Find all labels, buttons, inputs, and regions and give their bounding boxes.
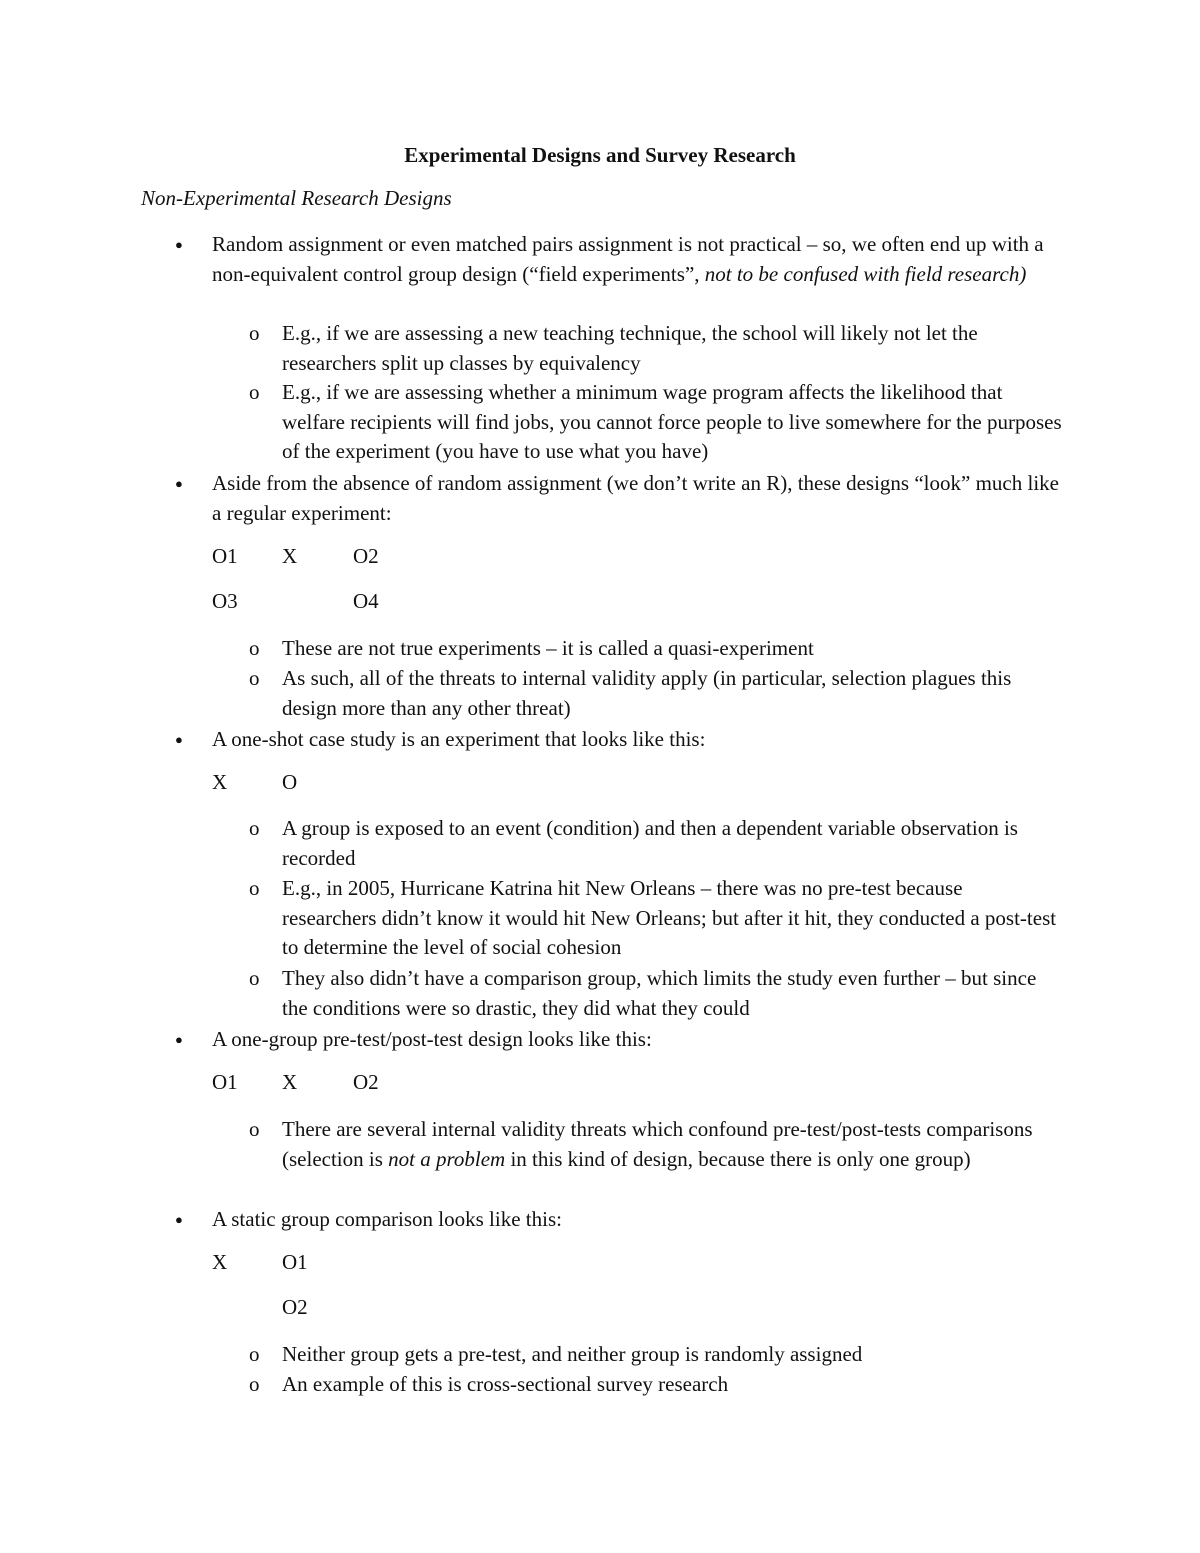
sub-list-item: o E.g., in 2005, Hurricane Katrina hit New Orleans – there was no pre-test because researchers didn’t know it would hit New Orleans; but after it hit, they conducted a post-test to determine the level of social cohesion	[282, 874, 1062, 963]
design-notation: X	[212, 770, 228, 794]
sub-list-item: o As such, all of the threats to internal validity apply (in particular, selection plagues this design more than any other threat)	[282, 664, 1062, 723]
sub-list-item: o E.g., if we are assessing a new teaching technique, the school will likely not let the researchers split up classes by equivalency	[282, 319, 1062, 378]
design-notation: O1	[212, 544, 238, 568]
list-item: ● A one-shot case study is an experiment that looks like this:	[212, 725, 1062, 755]
sub-list-item: o E.g., if we are assessing whether a minimum wage program affects the likelihood that welfare recipients will find jobs, you cannot force people to live somewhere for the purposes of the experiment (you have to use what you have)	[282, 378, 1062, 467]
design-notation: X	[212, 1250, 228, 1274]
section-heading: Non-Experimental Research Designs	[141, 186, 452, 210]
design-notation: O	[282, 770, 298, 794]
design-notation: X	[282, 1070, 298, 1094]
list-item	[212, 230, 1062, 289]
sub-list-item: o They also didn’t have a comparison group, which limits the study even further – but since the conditions were so drastic, they did what they could	[282, 964, 1062, 1023]
list-item: ● A static group comparison looks like this:	[212, 1205, 1062, 1235]
design-notation: O2	[282, 1295, 308, 1319]
design-notation: O2	[353, 1070, 379, 1094]
list-item: ● A one-group pre-test/post-test design looks like this:	[212, 1025, 1062, 1055]
sub-list-item: o These are not true experiments – it is called a quasi-experiment	[282, 634, 1062, 664]
sub-list-item-text: in this kind of design, because there is only one group)	[505, 1146, 971, 1171]
design-notation: O1	[212, 1070, 238, 1094]
sub-list-item: o Neither group gets a pre-test, and neither group is randomly assigned	[282, 1340, 1062, 1370]
list-item-italic: not to be confused with field research)	[704, 261, 1027, 286]
design-notation: O2	[353, 544, 379, 568]
design-notation: O3	[212, 589, 238, 613]
page-title: Experimental Designs and Survey Research	[404, 143, 796, 167]
design-notation: O4	[353, 589, 379, 613]
design-notation: X	[282, 544, 298, 568]
sub-list-item: o An example of this is cross-sectional survey research	[282, 1370, 1062, 1400]
list-item: ● Aside from the absence of random assignment (we don’t write an R), these designs “look” much like a regular experiment:	[212, 469, 1062, 528]
sub-list-item-italic: not a problem	[388, 1146, 506, 1171]
sub-list-item-text: There are several internal validity threats which confound pre-test/post-tests comparisons (selection is	[282, 1117, 1033, 1171]
design-notation: O1	[282, 1250, 308, 1274]
list-item-text: Random assignment or even matched pairs assignment is not practical – so, we often end up with a non-equivalent control group design (“field experiments”,	[212, 232, 1044, 286]
sub-list-item: o A group is exposed to an event (condition) and then a dependent variable observation is recorded	[282, 814, 1062, 873]
sub-list-item	[282, 1115, 1062, 1174]
